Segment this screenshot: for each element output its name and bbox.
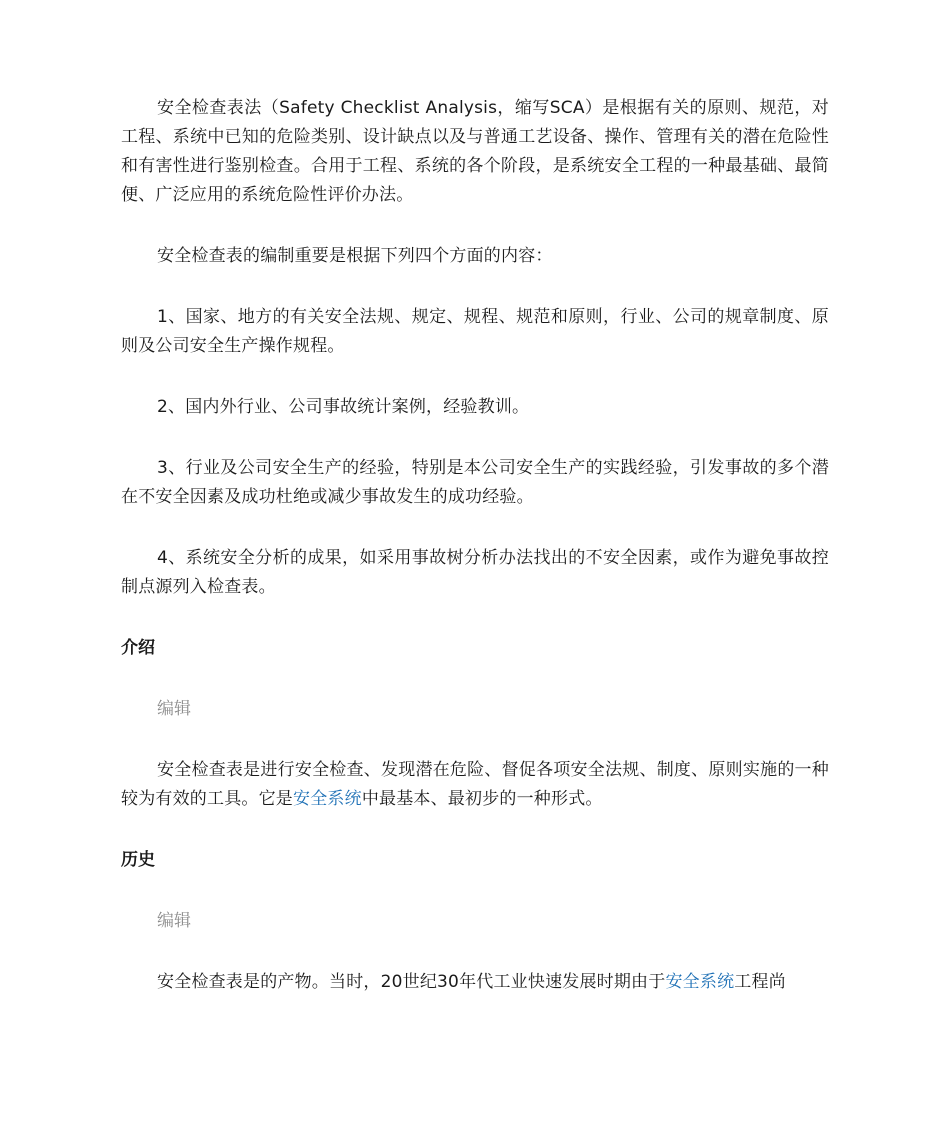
safety-system-link[interactable]: 安全系统 <box>665 972 735 992</box>
list-item: 3、行业及公司安全生产的经验，特别是本公司安全生产的实践经验，引发事故的多个潜在不安全因素及成功杜绝或减少事故发生的成功经验。 <box>121 458 829 507</box>
document-body <box>121 94 829 1029</box>
list-item: 2、国内外行业、公司事故统计案例，经验教训。 <box>157 397 530 417</box>
list-item: 1、国家、地方的有关安全法规、规定、规程、规范和原则，行业、公司的规章制度、原则及公司安全生产操作规程。 <box>121 307 829 356</box>
checklist-basis-paragraph: 安全检查表的编制重要是根据下列四个方面的内容： <box>157 246 553 266</box>
section-heading-intro: 介绍 <box>121 638 155 658</box>
history-section-paragraph <box>121 968 829 997</box>
edit-link-history[interactable]: 编辑 <box>157 911 191 931</box>
section-heading-history: 历史 <box>121 850 155 870</box>
intro-section-paragraph <box>121 756 829 814</box>
list-item: 4、系统安全分析的成果，如采用事故树分析办法找出的不安全因素，或作为避免事故控制点源列入检查表。 <box>121 548 829 597</box>
intro-text-after: 中最基本、最初步的一种形式。 <box>361 789 603 809</box>
history-text-after: 工程尚 <box>734 972 786 992</box>
edit-link-intro[interactable]: 编辑 <box>157 699 191 719</box>
intro-paragraph: 安全检查表法（Safety Checklist Analysis，缩写SCA）是根据有关的原则、规范，对工程、系统中已知的危险类别、设计缺点以及与普通工艺设备、操作、管理有关的潜在危险性和有害性进行鉴别检查。合用于工程、系统的各个阶段，是系统安全工程的一种最基础、最简便、广泛应用的系统危险性评价办法。 <box>121 98 829 205</box>
intro-text-before: 安全检查表是进行安全检查、发现潜在危险、督促各项安全法规、制度、原则实施的一种较为有效的工具。它是 <box>121 760 829 809</box>
safety-system-link[interactable]: 安全系统 <box>293 789 362 809</box>
history-text-before: 安全检查表是的产物。当时，20世纪30年代工业快速发展时期由于 <box>157 972 666 992</box>
